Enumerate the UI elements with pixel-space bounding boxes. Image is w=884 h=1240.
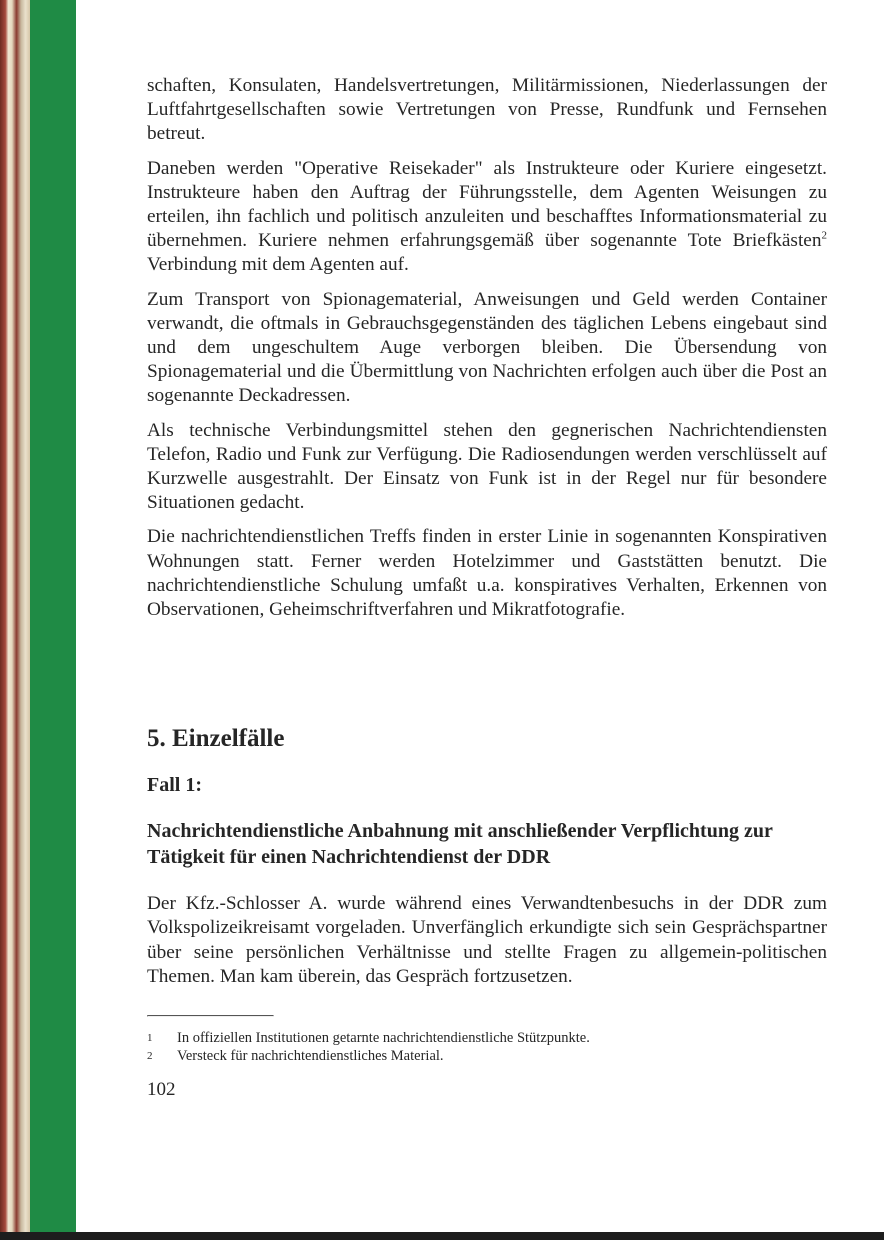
footnote-2: [147, 1047, 827, 1065]
footnote-ref-2[interactable]: 2: [821, 229, 827, 242]
case-paragraph: Der Kfz.-Schlosser A. wurde während eines Verwandtenbesuchs in der DDR zum Volkspolizeikreisamt vorgeladen. Unverfänglich erkundigte sich sein Gesprächspartner über seine persönlichen Verhältnisse und stellte Fragen zu allgemein-politischen Themen. Man kam überein, das Gespräch fortzusetzen.: [147, 893, 827, 987]
footnote-1: [147, 1029, 827, 1047]
page-number: 102: [147, 1079, 176, 1101]
footnote-number: 2: [147, 1050, 153, 1063]
page-content: [147, 74, 827, 1101]
paragraph-4: Als technische Verbindungsmittel stehen den gegnerischen Nachrichtendiensten Telefon, Radio und Funk zur Verfügung. Die Radiosendungen werden verschlüsselt auf Kurzwelle ausgestrahlt. Der Einsatz von Funk ist in der Regel nur für besondere Situationen gedacht.: [147, 419, 827, 514]
footnote-text: In offiziellen Institutionen getarnte nachrichtendienstliche Stützpunkte.: [177, 1030, 590, 1047]
footnote-number: 1: [147, 1032, 153, 1045]
spacer: [147, 632, 827, 724]
paragraph-3: Zum Transport von Spionagematerial, Anweisungen und Geld werden Container verwandt, die oftmals in Gebrauchsgegenständen des täglichen Lebens eingebaut sind und dem ungeschultem Auge verborgen bleiben. Die Übersendung von Spionagematerial und die Übermittlung von Nachrichten erfolgen auch über die Post an sogenannte Deckadressen.: [147, 288, 827, 407]
paragraph-2-end: Verbindung mit dem Agenten auf.: [147, 254, 409, 276]
book-spine-edge: [0, 0, 30, 1240]
paragraph-1: schaften, Konsulaten, Handelsvertretungen, Militärmissionen, Niederlassungen der Luftfahrtgesellschaften sowie Vertretungen von Presse, Rundfunk und Fernsehen betreut.: [147, 75, 827, 145]
footnote-text: Versteck für nachrichtendienstliches Material.: [177, 1048, 444, 1065]
case-label: Fall 1:: [147, 774, 202, 797]
section-heading: 5. Einzelfälle: [147, 725, 285, 753]
paragraph-5: Die nachrichtendienstlichen Treffs finden in erster Linie in sogenannten Konspirativen Wohnungen statt. Ferner werden Hotelzimmer und Gaststätten benutzt. Die nachrichtendienstliche Schulung umfaßt u.a. konspiratives Verhalten, Erkennen von Observationen, Geheimschriftverfahren und Mikratfotografie.: [147, 526, 827, 621]
page-bottom-edge: [0, 1232, 884, 1240]
book-page: [76, 0, 884, 1232]
paragraph-2: [147, 157, 827, 278]
paragraph-2-text: Daneben werden "Operative Reisekader" als Instrukteure oder Kuriere eingesetzt. Instrukteure haben den Auftrag der Führungsstelle, dem Agenten Weisungen zu erteilen, ihn fachlich und politisch anzuleiten und beschafftes Informationsmaterial zu übernehmen. Kuriere nehmen erfahrungsgemäß über sogenannte Tote Briefkästen: [147, 157, 827, 252]
case-title: Nachrichtendienstliche Anbahnung mit anschließender Verpflichtung zur Tätigkeit für einen Nachrichtendienst der DDR: [147, 820, 773, 869]
green-margin-strip: [30, 0, 76, 1240]
